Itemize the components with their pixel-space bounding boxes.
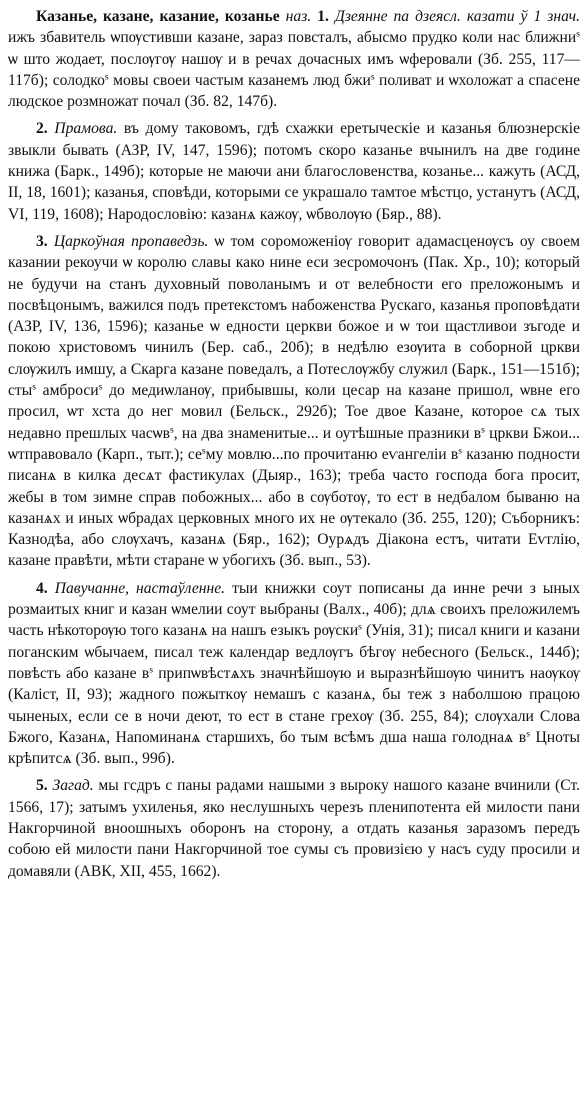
- part-of-speech: наз.: [285, 8, 312, 25]
- headword: Казанье, казане, казание, козанье: [36, 8, 280, 25]
- entry-sense-1: [8, 6, 580, 112]
- superscript-mark: s: [98, 381, 103, 393]
- superscript-mark: s: [149, 664, 153, 676]
- sense-gloss-5: Загад.: [52, 777, 94, 795]
- sense-text-3g: казаню подности писанѧ в килка десѧт фастикулах (Дыяр., 163); треба часто господа бога просит, жебы в том зимне справ побожных... або в сѹботѹ, то ест в недбалом бываню на казанѧх и иных ѡбрадах церковных много их не ѹтекало (Зб. 255, 120); Съборникъ: Казнодѣа, або слѹхачъ, казанѧ (Бяр., 162); Оурѧдъ Діакона естъ, читати Еѵглію, казане правѣти, мѣти старане ѡ убогихъ (Зб. вып., 53).: [8, 445, 581, 570]
- entry-sense-4: [8, 578, 580, 770]
- sense-gloss-1: Дзеянне па дзеясл. казати ў 1 знач.: [334, 8, 581, 25]
- sense-text-3b: амброси: [35, 382, 99, 400]
- superscript-mark: s: [32, 381, 36, 393]
- sense-text-5: мы гсдръ с паны радами нашыми з выроку нашого казане вчинили (Ст. 1566, 17); затымъ ухиленья, яко неслушныхъ черезъ пленипотента ей милости пани Накгорчиной вноошныхъ оборонъ на сторону, а отдать казанья заразомъ передъ собою ей милости пани Накгорчиной тое сумы съ провизією у насъ суду просили и домавяли (АВК, XII, 455, 1662).: [8, 777, 580, 880]
- sense-gloss-3: Царкоўная пропаведзь.: [53, 232, 209, 250]
- entry-sense-5: [8, 775, 580, 881]
- sense-text-4b: (Унія, 31); писал книги и казани поганским ѡбычаем, писал теж календар ведлѹгъ бѣгѹ небесного (Бельск., 144б); повѣсть або казане в: [8, 622, 580, 682]
- sense-text-1a: ижъ збавитель ѡпѹстивши казане, зараз повсталъ, абысмо прудко коли нас ближни: [8, 29, 577, 47]
- sense-number-5: 5.: [36, 777, 48, 795]
- sense-number-1: 1.: [317, 8, 329, 25]
- sense-text-4a: тыи книжки соут пописаны да инне речи з ыных розмаитых книг и казан ѡмелии соут выбраны (Валх., 40б); длѧ своихъ преложилемъ часть нѣкоторѹю того казанѧ на нашъ езыкъ рѹски: [8, 579, 581, 640]
- sense-number-2: 2.: [36, 120, 48, 138]
- superscript-mark: s: [201, 445, 206, 457]
- superscript-mark: s: [576, 28, 580, 40]
- superscript-mark: s: [526, 728, 530, 740]
- sense-text-4d: Цноты крѣпитсѧ (Зб. вып., 99б).: [8, 728, 581, 768]
- sense-text-4c: припѡвѣстѧхъ значнѣйшѹю и выразнѣйшѹю чинитъ наѹкѹ (Каліст, II, 93); жадного пожыткѹ немашъ с казанѧ, бы теж з наболшою працою чыненых, если се в ночи деют, то ест в стане грехѹ (Зб. 255, 84); слѹхали Слова Бжого, Казанѧ, Напоминанѧ старшихъ, бо тым всѣмъ дша наша голоднаѧ в: [8, 664, 580, 746]
- entry-sense-2: [8, 118, 580, 224]
- sense-text-3f: му мовлю...по прочитаню еѵангеліи в: [205, 445, 459, 463]
- superscript-mark: s: [370, 71, 375, 83]
- sense-gloss-4: Павучанне, настаўленне.: [54, 579, 226, 597]
- sense-text-3c: до медиѡланѹ, прибывшы, коли цесар на казане пришол, ѡвне его просил, ѡт хста до нег мовил (Бельск., 292б); Тое двое Казане, которое сѧ тых недавно прешлых часѡв: [8, 382, 580, 442]
- sense-number-4: 4.: [36, 579, 48, 597]
- sense-number-3: 3.: [36, 232, 48, 250]
- sense-text-1d: поливат и ѡхоложат а спасене людское розмножат почал (Зб. 82, 147б).: [8, 71, 581, 111]
- superscript-mark: s: [358, 622, 362, 633]
- sense-text-1b: ѡ што жодает, послѹгѹ нашѹ и в речах дочасных имъ ѡферовали (Зб. 255, 117—117б); солодко: [8, 50, 580, 89]
- superscript-mark: s: [458, 445, 462, 457]
- sense-text-3a: ѡ том сороможеніѹ говорит адамасценѹсъ оу своем казании рекоучи ѡ королю славы како нине еси зесромочонъ (Пак. Хр., 10); который не будучи на станъ духовный поволанымъ и от велебности его преложонымъ и посвѣцонымъ, важился подъ претекстомъ набоженства Рускаго, казанья проповѣдати (АЗР, IV, 136, 1596); казанье ѡ едности церкви божое и ѡ тои щастливои зъгоде и покою христовомъ чинилъ (Бер. саб., 20б); в недѣлю езѹита в соборной цркви слѹжилъ имшу, а Скарга казане поведалъ, а Потеслѹжбу служил (Барк., 151—151б); сты: [8, 232, 581, 400]
- superscript-mark: s: [481, 424, 485, 436]
- sense-text-2: въ дому таковомъ, гдѣ схажки еретыческіе и казанья блюзнерскіе звыкли бывать (АЗР, IV, 147, 1596); потомъ скоро казанье вчынилъ на две године книжа (Барк., 149б); которые не маючи ани благословенства, козанье... кажуть (АСД, II, 18, 1601); казанья, сповѣди, которыми се украшало тамтое мѣстцо, устанутъ (АСД, VI, 119, 1608); Народословію: казанѧ кажѹ, ѡбволѹю (Бяр., 88).: [8, 120, 580, 223]
- superscript-mark: s: [169, 424, 174, 436]
- sense-text-3d: , на два знаменитые... и оутѣшные празники в: [173, 424, 482, 442]
- entry-sense-3: [8, 231, 580, 572]
- sense-text-3e: цркви Бжои... ѡтправовало (Карп., тыт.); се: [8, 424, 580, 463]
- sense-gloss-2: Прамова.: [54, 120, 118, 138]
- superscript-mark: s: [104, 71, 109, 83]
- sense-text-1c: мовы своеи частым казанемъ люд бжи: [108, 71, 371, 89]
